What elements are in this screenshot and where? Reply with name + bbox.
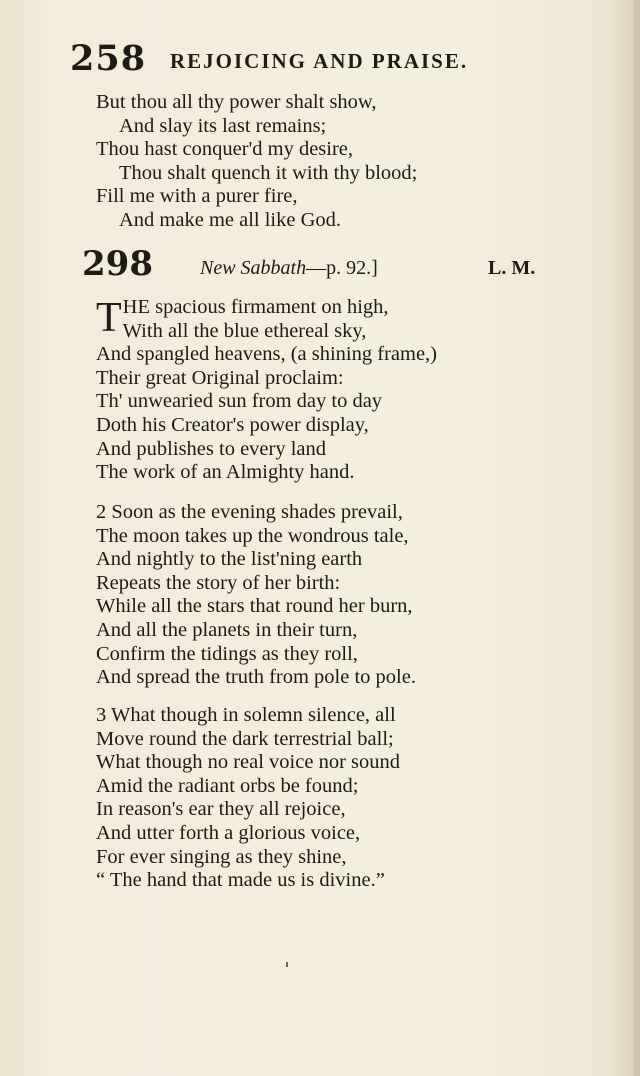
verse-line: And utter forth a glorious voice, [96,821,361,844]
verse-line: Their great Original proclaim: [96,366,344,389]
paper-speck [286,962,288,967]
verse-line: For ever singing as they shine, [96,845,347,868]
verse-line: In reason's ear they all rejoice, [96,798,346,821]
stanza-1 [96,296,437,485]
stanza-3 [96,704,400,893]
verse-line: Move round the dark terrestrial ball; [96,727,394,750]
opening-lines [96,296,437,343]
verse-line: Thou shalt quench it with thy blood; [119,161,418,184]
running-head: REJOICING AND PRAISE. [170,49,469,73]
hymn-number: 298 [82,244,153,284]
tune-name: New Sabbath [200,257,307,279]
verse-line: Amid the radiant orbs be found; [96,774,359,797]
verse-line: And make me all like God. [119,208,342,231]
continued-stanza [96,91,417,233]
meter: L. M. [488,257,536,279]
stanza-2 [96,501,416,690]
page-header [70,38,550,82]
hymn-heading [82,244,552,288]
page-edge [634,0,640,1076]
verse-line: And nightly to the list'ning earth [96,548,363,571]
verse-line: But thou all thy power shalt show, [96,91,377,113]
page-number: 258 [70,38,147,79]
verse-line: The moon takes up the wondrous tale, [96,524,409,547]
tune-reference [200,257,378,280]
verse-line: And publishes to every land [96,437,327,460]
verse-line: “ The hand that made us is divine.” [96,869,385,892]
verse-line: 2 Soon as the evening shades prevail, [96,501,403,523]
verse-line: While all the stars that round her burn, [96,595,413,618]
verse-line: The work of an Almighty hand. [96,461,355,484]
verse-line: And spread the truth from pole to pole. [96,666,416,689]
verse-line: Repeats the story of her birth: [96,571,341,594]
verse-line: And slay its last remains; [119,114,327,137]
verse-line: HE spacious firmament on high, [122,296,389,318]
verse-line: Thou hast conquer'd my desire, [96,138,354,161]
tune-page: —p. 92.] [306,257,378,279]
verse-line: Doth his Creator's power display, [96,413,369,436]
verse-line: And spangled heavens, (a shining frame,) [96,343,437,366]
verse-line: And all the planets in their turn, [96,618,358,641]
drop-cap: T [96,296,122,341]
verse-line: With all the blue ethereal sky, [122,319,367,342]
verse-line: Th' unwearied sun from day to day [96,390,383,413]
verse-line: What though no real voice nor sound [96,751,401,774]
verse-line: Confirm the tidings as they roll, [96,642,358,665]
verse-line: Fill me with a purer fire, [96,185,298,208]
verse-line: 3 What though in solemn silence, all [96,704,396,726]
